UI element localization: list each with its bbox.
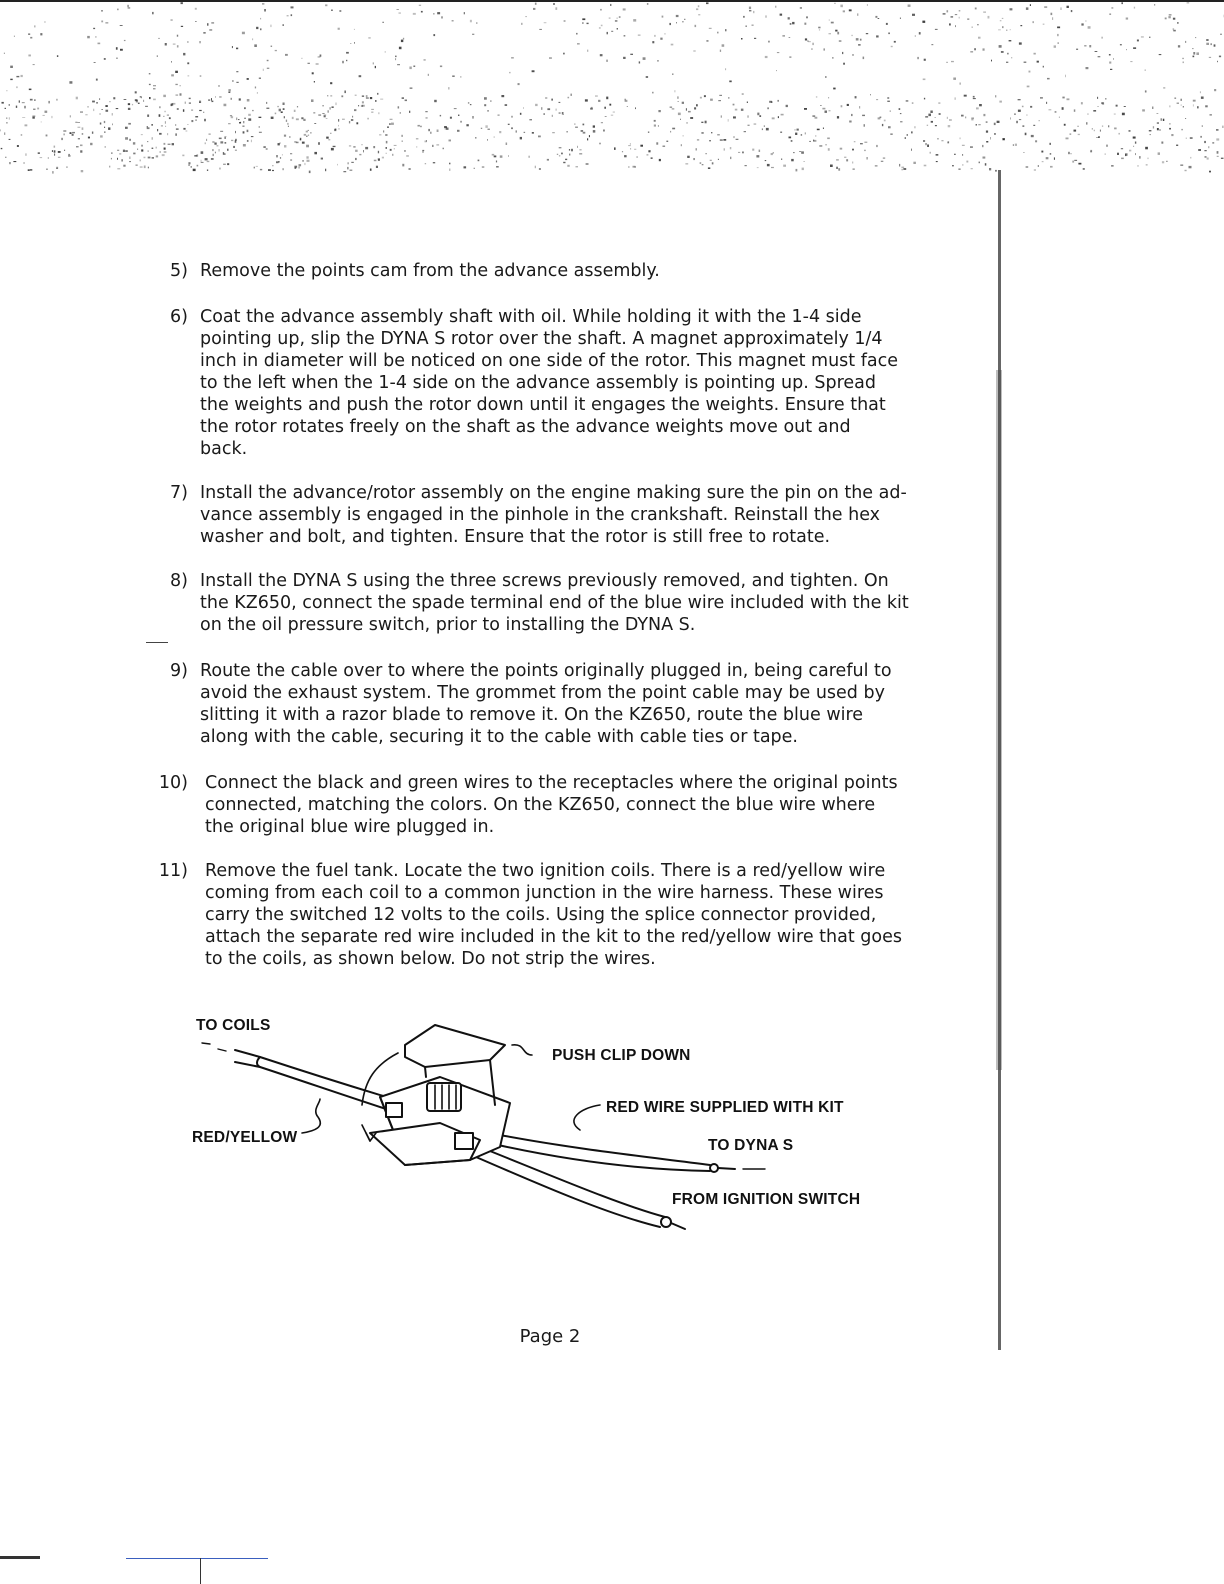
label-red-wire: RED WIRE SUPPLIED WITH KIT xyxy=(606,1099,844,1116)
step-text: Route the cable over to where the points originally plugged in, being careful to avoid the exhaust system. The grommet from the point cable may be used by slitting it with a razor blade to remove it. On the KZ650, route the blue wire along with the cable, securing it to the cable with cable ties or tape. xyxy=(200,661,892,747)
scan-edge xyxy=(996,170,1006,1350)
scan-noise xyxy=(0,0,1224,200)
footer-rule xyxy=(126,1558,268,1559)
step-number: 5) xyxy=(170,261,188,281)
step-number: 11) xyxy=(158,861,188,881)
step-number: 7) xyxy=(170,483,188,503)
step-text: Remove the points cam from the advance assembly. xyxy=(200,261,660,281)
step-number: 9) xyxy=(170,661,188,681)
page-number: Page 2 xyxy=(519,1326,581,1347)
step-text: Connect the black and green wires to the receptacles where the original points connected, matching the colors. On the KZ650, connect the blue wire where the original blue wire plugged in. xyxy=(205,773,898,837)
step-text: Install the advance/rotor assembly on the engine making sure the pin on the ad- vance assembly is engaged in the pinhole in the crankshaft. Reinstall the hex washer and bolt, and tighten. Ensure that the rotor is still free to rotate. xyxy=(200,483,907,547)
scan-mark xyxy=(0,1556,40,1559)
step-text: Install the DYNA S using the three screws previously removed, and tighten. On the KZ650, connect the spade terminal end of the blue wire included with the kit on the oil pressure switch, prior to installing the DYNA S. xyxy=(200,571,909,635)
label-push-clip-down: PUSH CLIP DOWN xyxy=(552,1047,691,1064)
step-text: Coat the advance assembly shaft with oil. While holding it with the 1-4 side pointing up, slip the DYNA S rotor over the shaft. A magnet approximately 1/4 inch in diameter will be noticed on one side of the rotor. This magnet must face to the left when the 1-4 side on the advance assembly is pointing up. Spread the weights and push the rotor down until it engages the weights. Ensure that the rotor rotates freely on the shaft as the advance weights move out and back. xyxy=(200,307,898,459)
label-to-coils: TO COILS xyxy=(196,1017,271,1034)
step-text: Remove the fuel tank. Locate the two ignition coils. There is a red/yellow wire coming from each coil to a common junction in the wire harness. These wires carry the switched 12 volts to the coils. Using the splice connector provided, attach the separate red wire included in the kit to the red/yellow wire that goes to the coils, as shown below. Do not strip the wires. xyxy=(205,861,902,969)
label-red-yellow: RED/YELLOW xyxy=(192,1129,298,1146)
step-number: 6) xyxy=(170,307,188,327)
scan-mark xyxy=(146,642,168,643)
step-number: 8) xyxy=(170,571,188,591)
label-from-ignition-switch: FROM IGNITION SWITCH xyxy=(672,1191,861,1208)
label-to-dyna-s: TO DYNA S xyxy=(708,1137,794,1154)
step-number: 10) xyxy=(158,773,188,793)
splice-connector-diagram xyxy=(180,1005,900,1255)
footer-tick xyxy=(200,1558,201,1584)
